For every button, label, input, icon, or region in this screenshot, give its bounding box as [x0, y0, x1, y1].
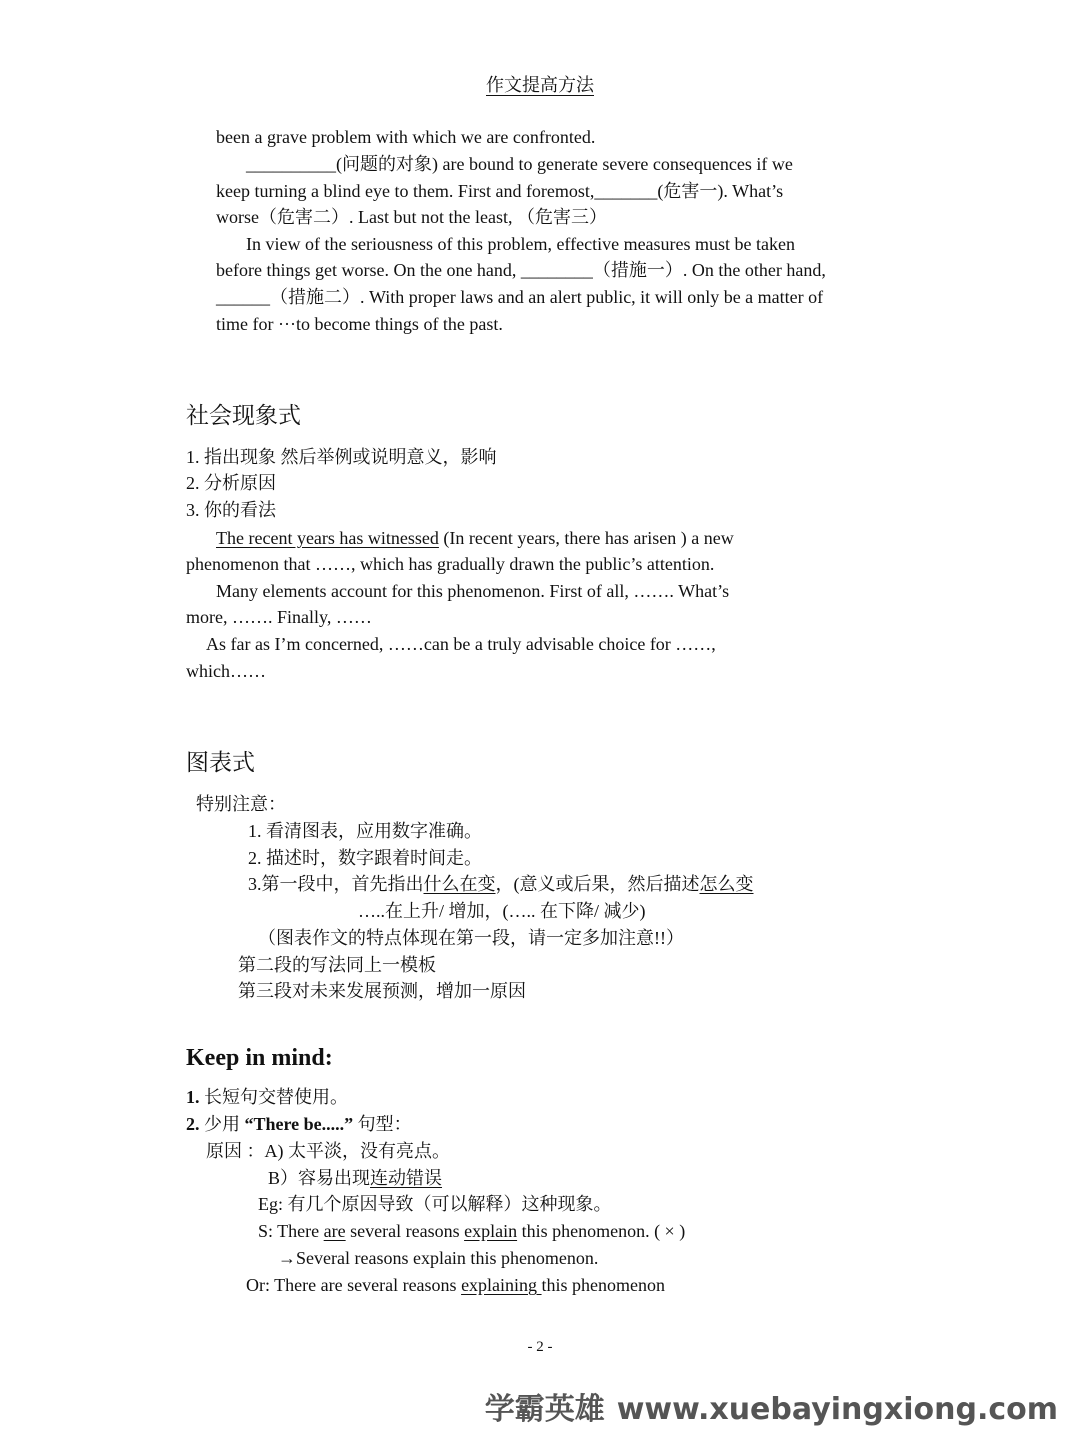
underlined-phrase: 连动错误 — [370, 1168, 443, 1188]
underlined-word: explaining — [461, 1275, 542, 1295]
text-span: B）容易出现 — [268, 1168, 371, 1188]
keep-heading: Keep in mind: — [186, 1045, 333, 1071]
text-span: this phenomenon — [541, 1275, 666, 1295]
template-line-2: __________(问题的对象) are bound to generate severe consequences if we — [246, 154, 793, 174]
bold-phrase: “There be.....” — [244, 1114, 354, 1134]
social-para-line-4: more, ……. Finally, …… — [186, 607, 372, 627]
underlined-word: explain — [464, 1221, 518, 1241]
chart-item-6: 第三段对未来发展预测，增加一原因 — [238, 981, 526, 1001]
watermark — [485, 1390, 1058, 1430]
reason-b — [268, 1165, 442, 1191]
chart-item-2: 2. 描述时，数字跟着时间走。 — [248, 848, 482, 868]
keep-item-1 — [186, 1084, 348, 1110]
social-heading: 社会现象式 — [186, 403, 301, 428]
text-span: S: There — [258, 1221, 324, 1241]
reason-a: 原因 ：A) 太平淡，没有亮点。 — [206, 1141, 450, 1161]
social-step-3: 3. 你的看法 — [186, 500, 276, 520]
underlined-phrase: The recent years has witnessed — [216, 528, 439, 548]
chart-item-4: （图表作文的特点体现在第一段，请一定多加注意!!） — [258, 928, 684, 948]
watermark-url: www.xuebayingxiong.com — [616, 1392, 1058, 1427]
text-span: 3.第一段中，首先指出 — [248, 874, 424, 894]
sentence-corrected: →Several reasons explain this phenomenon. — [278, 1248, 599, 1268]
example-line: Eg: 有几个原因导致（可以解释）这种现象。 — [258, 1194, 612, 1214]
chart-item-3-cont: …..在上升/ 增加，(….. 在下降/ 减少) — [358, 901, 646, 921]
page-header — [0, 72, 1080, 98]
item-number: 1. — [186, 1087, 200, 1107]
social-para-line-5: As far as I’m concerned, ……can be a truly advisable choice for ……, — [206, 634, 716, 654]
template-line-4: worse（危害二）. Last but not the least, （危害三） — [216, 207, 607, 227]
template-line-1: been a grave problem with which we are confronted. — [216, 127, 596, 147]
template-line-5: In view of the seriousness of this problem, effective measures must be taken — [246, 234, 796, 254]
text-span: several reasons — [345, 1221, 465, 1241]
page-number: - 2 - — [527, 1339, 553, 1355]
underlined-phrase: 什么在变 — [423, 874, 496, 894]
underlined-phrase: 怎么变 — [699, 874, 754, 894]
template-line-3: keep turning a blind eye to them. First and foremost,_______(危害一). What’s — [216, 181, 784, 201]
social-para-line-6: which…… — [186, 661, 266, 681]
chart-item-5: 第二段的写法同上一模板 — [238, 955, 436, 975]
social-step-2: 2. 分析原因 — [186, 473, 276, 493]
keep-item-2 — [186, 1111, 412, 1137]
chart-heading: 图表式 — [186, 750, 255, 775]
text-span: 少用 — [199, 1114, 245, 1134]
underlined-word: are — [323, 1221, 346, 1241]
text-span: ，(意义或后果，然后描述 — [495, 874, 700, 894]
template-line-8: time for ···to become things of the past. — [216, 314, 503, 334]
social-step-1: 1. 指出现象 然后举例或说明意义，影响 — [186, 447, 497, 467]
text-span: Or: There are several reasons — [246, 1275, 462, 1295]
template-line-6: before things get worse. On the one hand, ________（措施一）. On the other hand, — [216, 260, 826, 280]
sentence-wrong — [258, 1218, 685, 1244]
text-span: 句型： — [353, 1114, 412, 1134]
social-para-line-2: phenomenon that ……, which has gradually drawn the public’s attention. — [186, 554, 715, 574]
social-para-line-1 — [216, 525, 734, 551]
chart-item-1: 1. 看清图表，应用数字准确。 — [248, 821, 482, 841]
chart-item-3 — [248, 871, 754, 897]
text-span: this phenomenon. ( × ) — [517, 1221, 686, 1241]
template-line-7: ______（措施二）. With proper laws and an alert public, it will only be a matter of — [216, 287, 824, 307]
sentence-alternative — [246, 1272, 665, 1298]
text-span: 长短句交替使用。 — [199, 1087, 348, 1107]
header-title: 作文提高方法 — [486, 75, 594, 95]
watermark-cn: 学霸英雄 — [484, 1392, 605, 1427]
text-span: (In recent years, there has arisen ) a new — [438, 528, 734, 548]
chart-note: 特别注意： — [196, 794, 286, 814]
social-para-line-3: Many elements account for this phenomenon. First of all, ……. What’s — [216, 581, 730, 601]
item-number: 2. — [186, 1114, 200, 1134]
